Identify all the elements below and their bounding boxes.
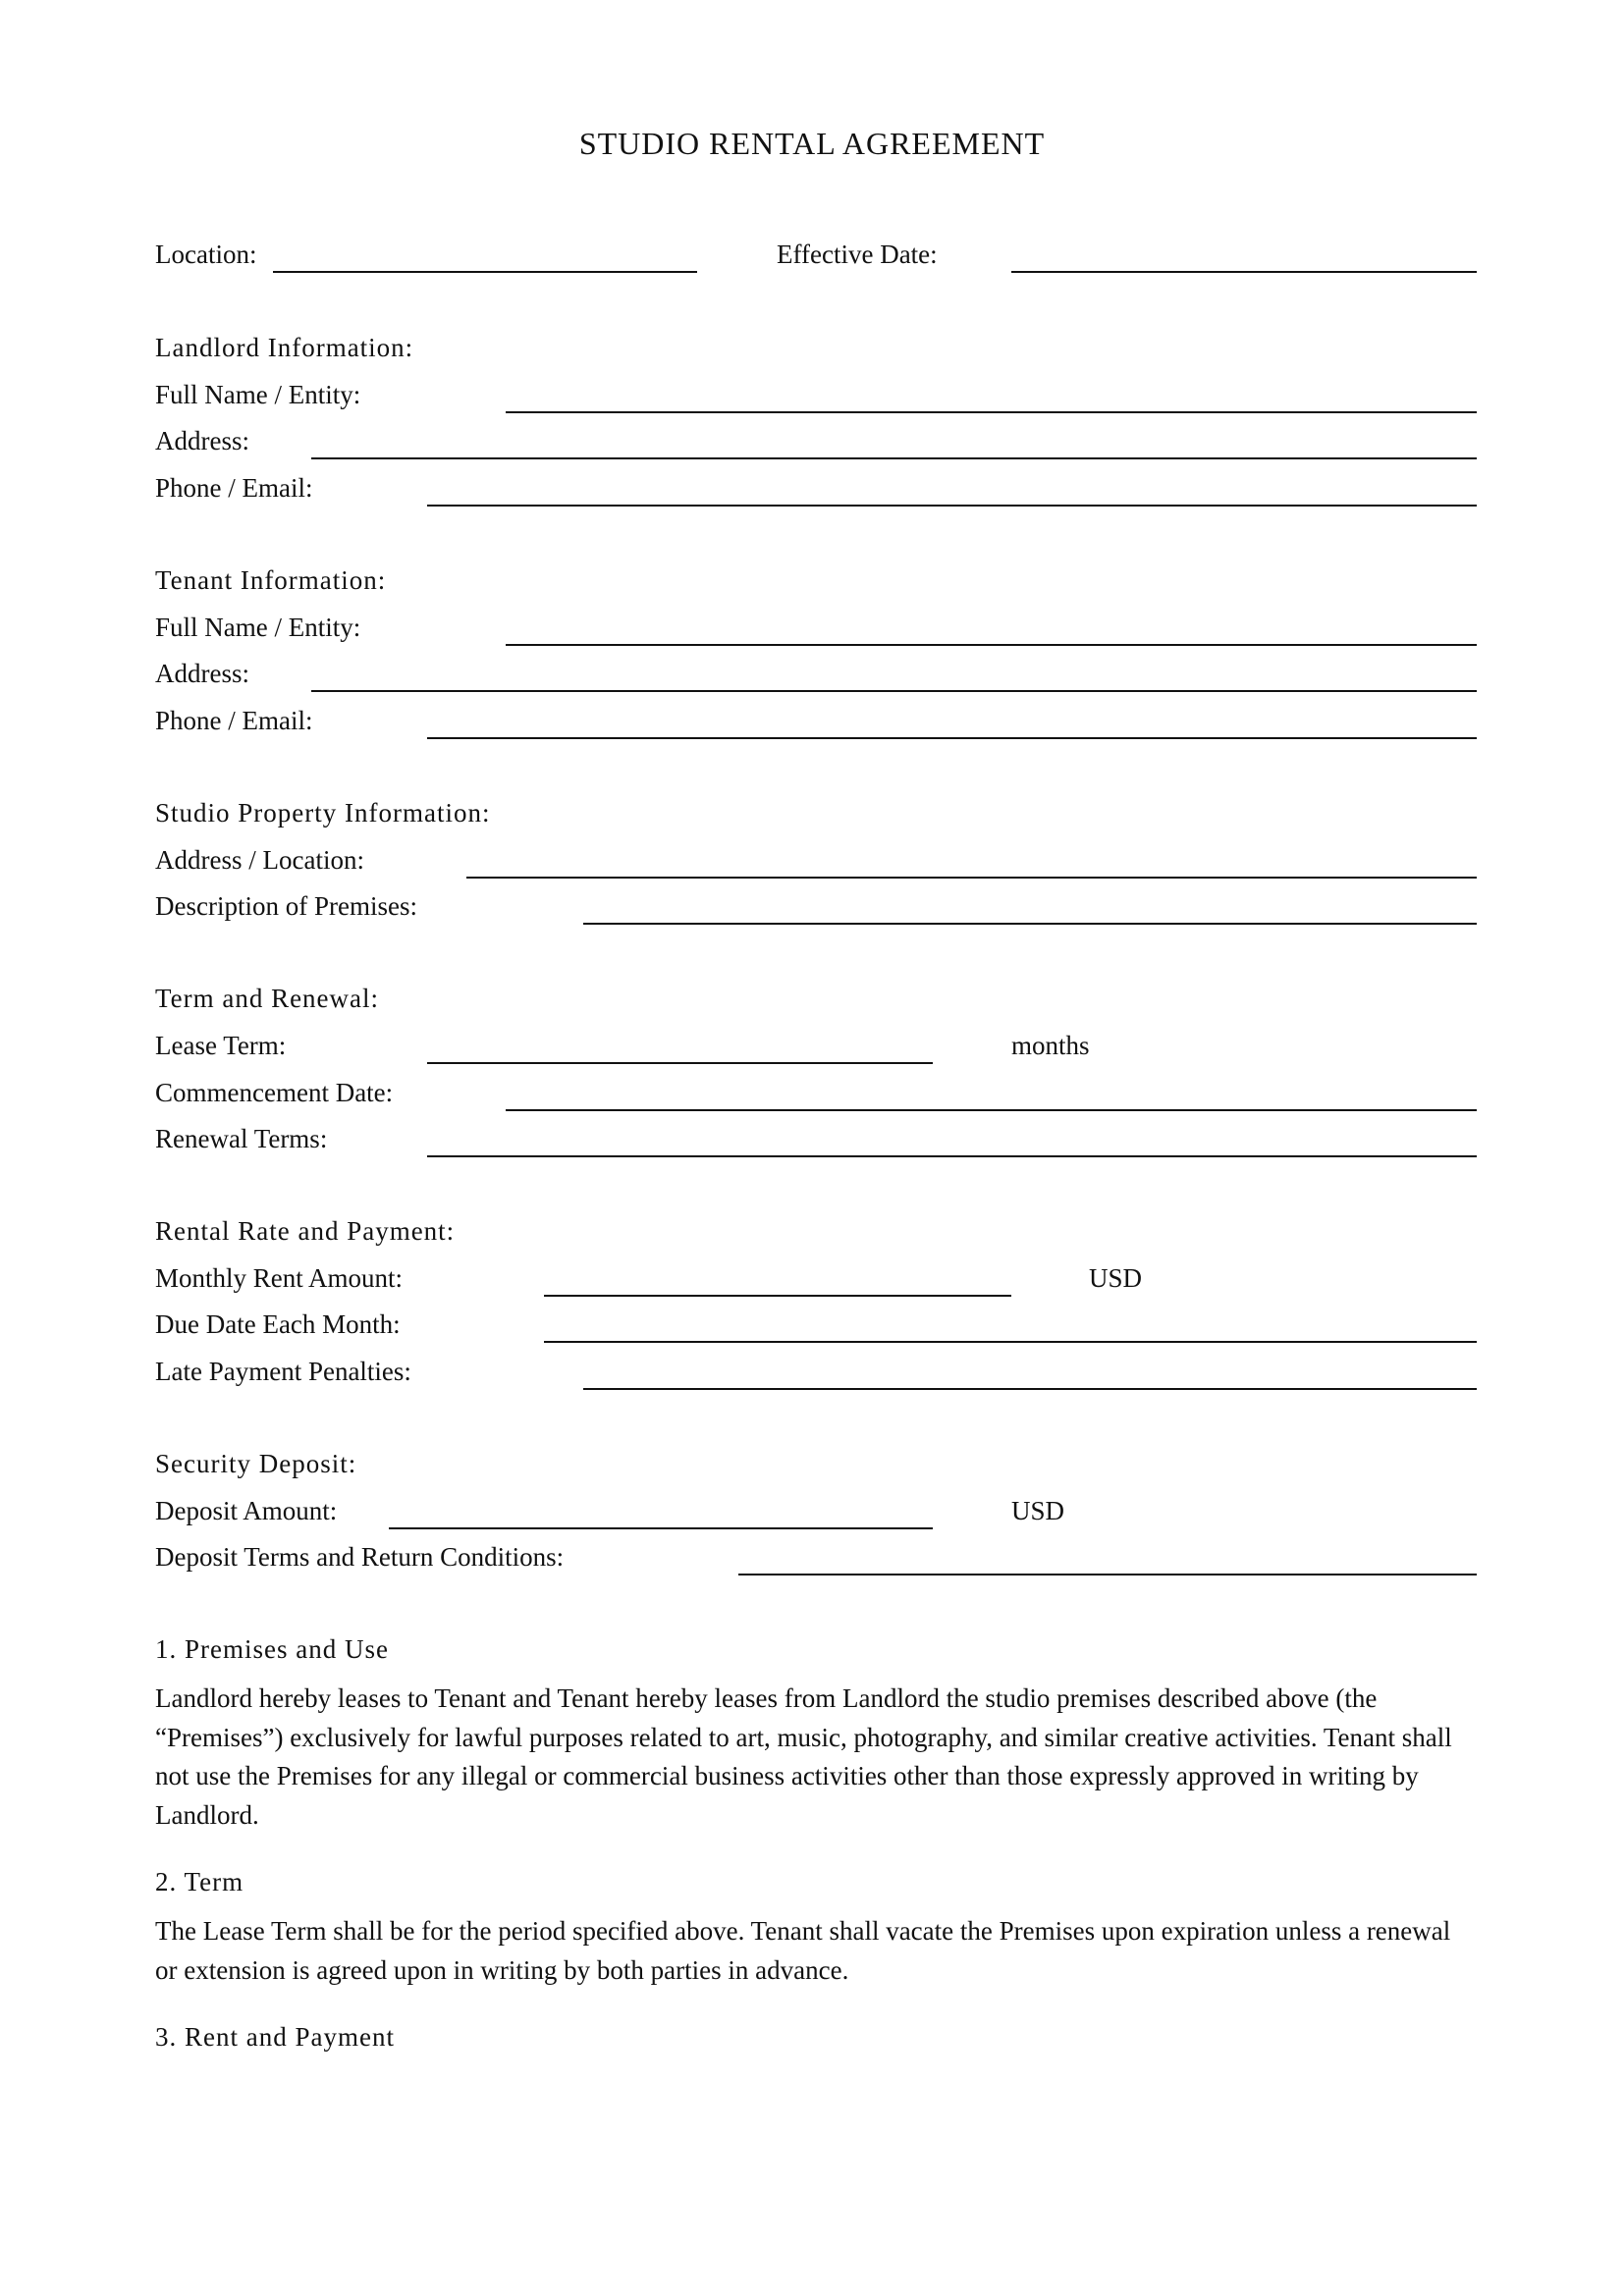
document-title: STUDIO RENTAL AGREEMENT — [578, 126, 1046, 161]
clause-2-heading: 2. Term — [155, 1867, 244, 1896]
tenant-contact-field[interactable] — [427, 712, 1477, 739]
landlord-contact-label: Phone / Email: — [155, 473, 313, 503]
lease-term-field[interactable] — [427, 1037, 933, 1064]
location-field[interactable] — [273, 245, 697, 273]
rent-amount-field[interactable] — [544, 1269, 1011, 1297]
clause-3-heading: 3. Rent and Payment — [155, 2022, 395, 2052]
term-heading: Term and Renewal: — [155, 984, 380, 1013]
effective-date-field[interactable] — [1011, 245, 1477, 273]
commencement-label: Commencement Date: — [155, 1078, 394, 1107]
deposit-amount-label: Deposit Amount: — [155, 1496, 338, 1525]
rent-due-label: Due Date Each Month: — [155, 1309, 401, 1339]
landlord-name-label: Full Name / Entity: — [155, 380, 361, 409]
property-description-label: Description of Premises: — [155, 891, 417, 921]
tenant-name-label: Full Name / Entity: — [155, 613, 361, 642]
renewal-field[interactable] — [427, 1130, 1477, 1157]
effective-date-label: Effective Date: — [777, 240, 938, 269]
location-label: Location: — [155, 240, 257, 269]
landlord-address-field[interactable] — [311, 432, 1477, 459]
deposit-amount-unit: USD — [1011, 1496, 1065, 1525]
clause-2-text: The Lease Term shall be for the period specified above. Tenant shall vacate the Premises upon expiration unless a renewal or extension is agreed upon in writing by both parties in advance. — [155, 1916, 1451, 1985]
property-heading: Studio Property Information: — [155, 798, 491, 828]
lease-term-label: Lease Term: — [155, 1031, 287, 1060]
property-address-label: Address / Location: — [155, 845, 364, 875]
landlord-address-label: Address: — [155, 426, 249, 455]
property-address-field[interactable] — [466, 851, 1477, 879]
rent-heading: Rental Rate and Payment: — [155, 1216, 456, 1246]
late-penalty-field[interactable] — [583, 1362, 1477, 1390]
landlord-heading: Landlord Information: — [155, 333, 414, 362]
lease-term-unit: months — [1011, 1031, 1090, 1060]
landlord-name-field[interactable] — [506, 386, 1477, 413]
deposit-heading: Security Deposit: — [155, 1449, 357, 1478]
property-description-field[interactable] — [583, 897, 1477, 925]
deposit-amount-field[interactable] — [389, 1502, 933, 1529]
clause-1-heading: 1. Premises and Use — [155, 1634, 389, 1664]
tenant-address-label: Address: — [155, 659, 249, 688]
tenant-address-field[interactable] — [311, 665, 1477, 692]
rent-amount-unit: USD — [1089, 1263, 1143, 1293]
tenant-contact-label: Phone / Email: — [155, 706, 313, 735]
renewal-label: Renewal Terms: — [155, 1124, 328, 1153]
deposit-terms-field[interactable] — [738, 1548, 1477, 1575]
late-penalty-label: Late Payment Penalties: — [155, 1357, 411, 1386]
rent-due-field[interactable] — [544, 1315, 1477, 1343]
deposit-terms-label: Deposit Terms and Return Conditions: — [155, 1542, 565, 1572]
landlord-contact-field[interactable] — [427, 479, 1477, 507]
tenant-heading: Tenant Information: — [155, 565, 387, 595]
commencement-field[interactable] — [506, 1084, 1477, 1111]
tenant-name-field[interactable] — [506, 618, 1477, 646]
rent-amount-label: Monthly Rent Amount: — [155, 1263, 404, 1293]
clause-1-text: Landlord hereby leases to Tenant and Tenant hereby leases from Landlord the studio premises described above (the “Premises”) exclusively for lawful purposes related to art, music, photography, and similar creative activities. Tenant shall not use the Premises for any illegal or commercial business activities other than those expressly approved in writing by Landlord. — [155, 1683, 1452, 1830]
